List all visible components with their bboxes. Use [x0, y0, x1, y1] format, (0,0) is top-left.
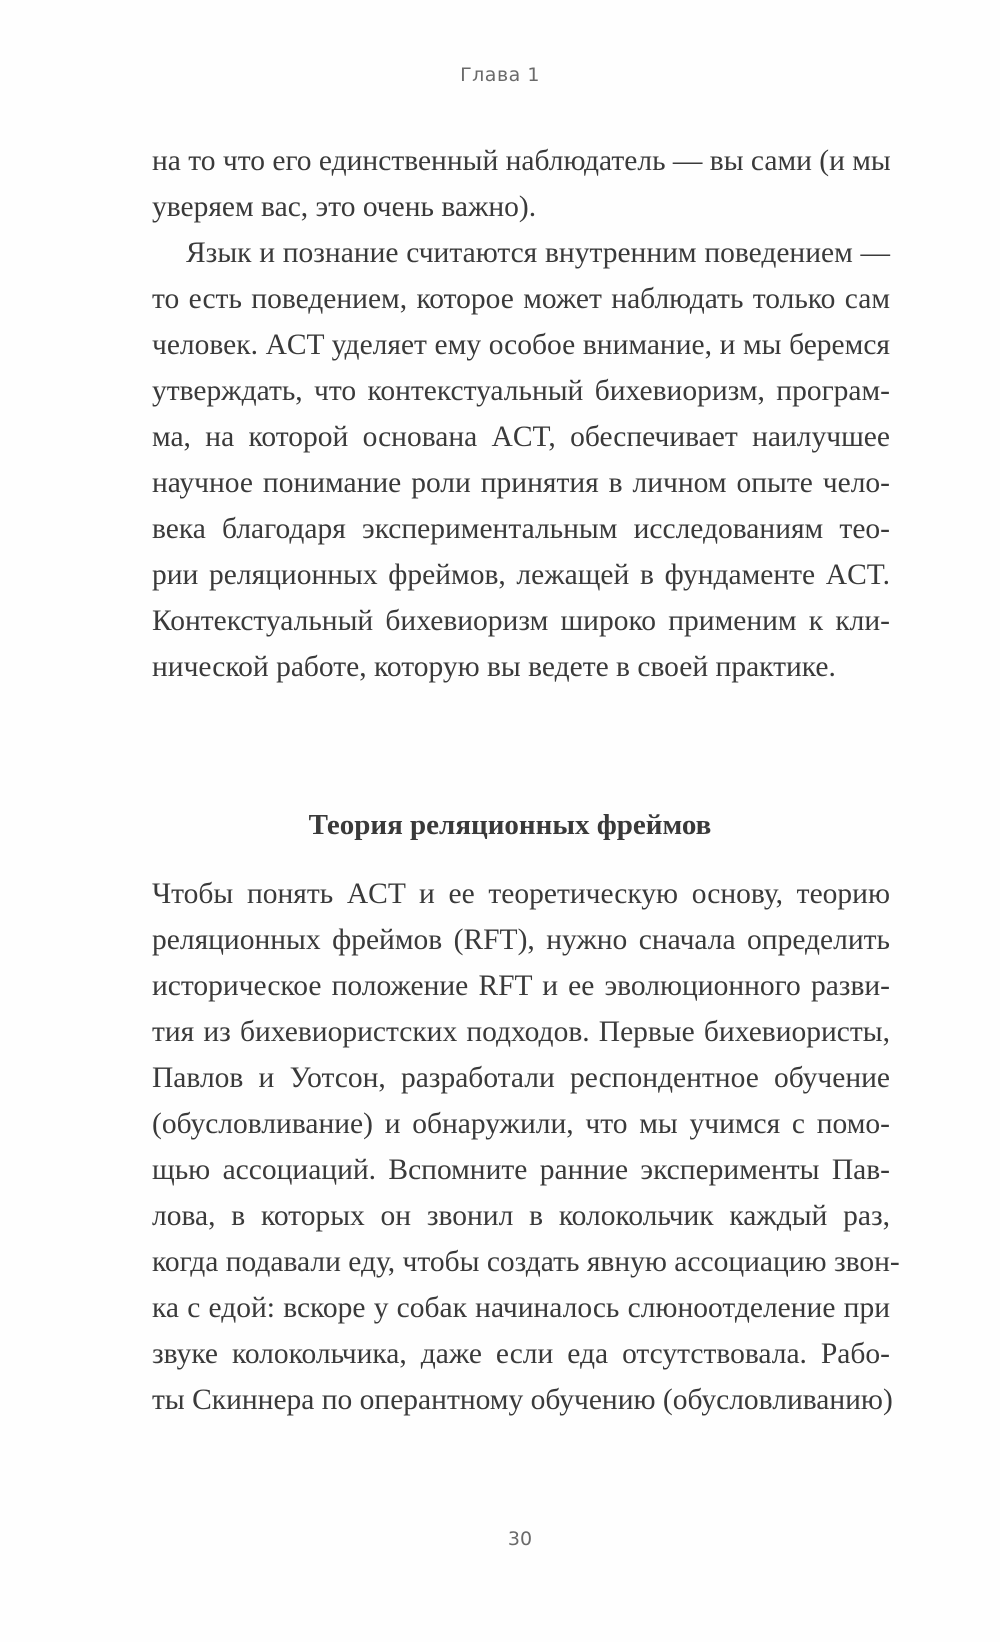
text-line: рии реляционных фреймов, лежащей в фундаменте ACT. [152, 559, 890, 591]
text-line: Павлов и Уотсон, разработали респондентное обучение [152, 1062, 890, 1094]
text-line: когда подавали еду, чтобы создать явную ассоциацию звон- [152, 1246, 900, 1278]
page-number: 30 [507, 1528, 533, 1550]
text-line: лова, в которых он звонил в колокольчик каждый раз, [152, 1200, 890, 1232]
text-line: ка с едой: вскоре у собак начиналось слюноотделение при [152, 1292, 890, 1324]
section-heading: Теория реляционных фреймов [308, 809, 712, 841]
text-line: ма, на которой основана ACT, обеспечивает наилучшее [152, 421, 890, 453]
text-line: века благодаря экспериментальным исследованиям тео- [152, 513, 890, 545]
text-line: реляционных фреймов (RFT), нужно сначала определить [152, 924, 890, 956]
text-line: научное понимание роли принятия в личном опыте чело- [152, 467, 890, 499]
text-line: звуке колокольчика, даже если еда отсутствовала. Рабо- [152, 1338, 890, 1370]
text-line: ты Скиннера по оперантному обучению (обусловливанию) [152, 1384, 893, 1416]
text-line: на то что его единственный наблюдатель — вы сами (и мы [152, 145, 891, 177]
text-line: утверждать, что контекстуальный бихевиоризм, програм- [152, 375, 890, 407]
text-line: нической работе, которую вы ведете в своей практике. [152, 651, 836, 683]
text-line: Контекстуальный бихевиоризм широко применим к кли- [152, 605, 890, 637]
text-line: уверяем вас, это очень важно). [152, 191, 537, 223]
text-line: Чтобы понять ACT и ее теоретическую основу, теорию [152, 878, 890, 910]
running-head: Глава 1 [460, 64, 540, 86]
text-line: то есть поведением, которое может наблюдать только сам [152, 283, 890, 315]
text-line: тия из бихевиористских подходов. Первые бихевиористы, [152, 1016, 890, 1048]
text-line: Язык и познание считаются внутренним поведением — [186, 237, 890, 269]
text-line: человек. ACT уделяет ему особое внимание, и мы беремся [152, 329, 890, 361]
text-line: (обусловливание) и обнаружили, что мы учимся с помо- [152, 1108, 890, 1140]
text-line: щью ассоциаций. Вспомните ранние эксперименты Пав- [152, 1154, 890, 1186]
text-line: историческое положение RFT и ее эволюционного разви- [152, 970, 890, 1002]
